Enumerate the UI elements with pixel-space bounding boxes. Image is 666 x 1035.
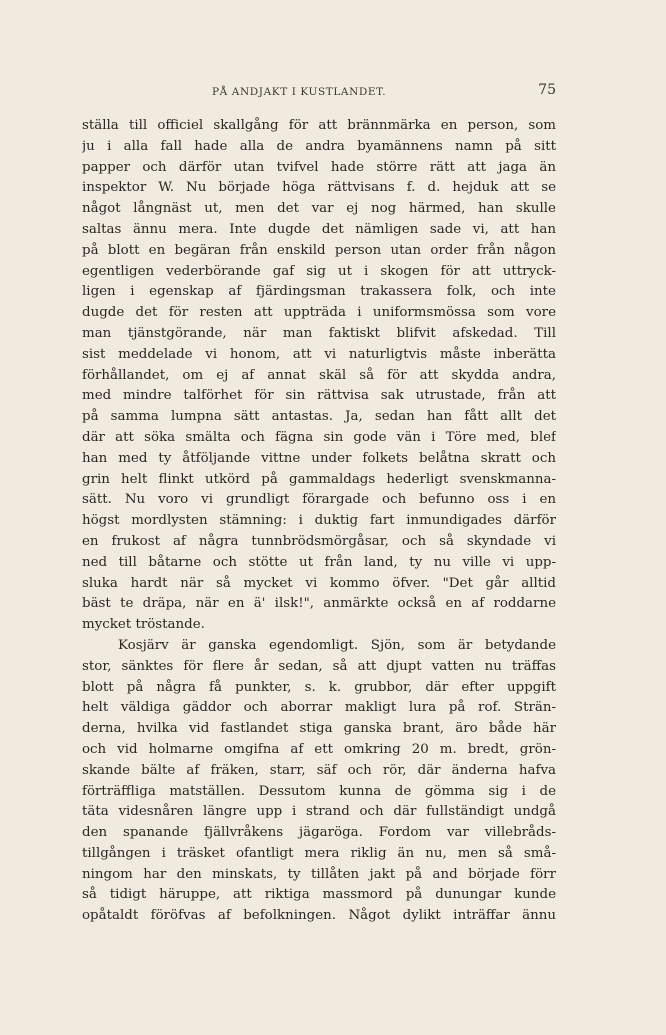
text-line: inspektor W. Nu började höga rättvisans f. d. hejduk att se xyxy=(82,180,556,196)
page-header xyxy=(82,82,556,104)
text-line: förhållandet, om ej af annat skäl så för att skydda andra, xyxy=(82,367,556,383)
text-line: ligen i egenskap af fjärdingsman trakassera folk, och inte xyxy=(82,284,556,300)
text-line: helt väldiga gäddor och aborrar makligt lura på rof. Strän- xyxy=(82,700,556,716)
text-line: med mindre talförhet för sin rättvisa sak utrustade, från att xyxy=(82,388,556,404)
text-line: saltas ännu mera. Inte dugde det nämligen sade vi, att han xyxy=(82,221,556,237)
text-line: opåtaldt föröfvas af befolkningen. Något dylikt inträffar ännu xyxy=(82,908,556,924)
text-line: en frukost af några tunnbrödsmörgåsar, och så skyndade vi xyxy=(82,533,556,549)
text-line: han med ty åtföljande vittne under folkets belåtna skratt och xyxy=(82,450,556,466)
text-line: blott på några få punkter, s. k. grubbor, där efter uppgift xyxy=(82,679,556,695)
text-line: egentligen vederbörande gaf sig ut i skogen för att uttryck- xyxy=(82,263,556,279)
text-line: och vid holmarne omgifna af ett omkring 20 m. bredt, grön- xyxy=(82,741,556,757)
text-line: så tidigt häruppe, att riktiga massmord på dunungar kunde xyxy=(82,887,556,903)
text-line: på samma lumpna sätt antastas. Ja, sedan han fått allt det xyxy=(82,409,556,425)
text-line: sluka hardt när så mycket vi kommo öfver. "Det går alltid xyxy=(82,575,556,591)
text-line: ningom har den minskats, ty tillåten jakt på and började förr xyxy=(82,866,556,882)
text-line: den spanande fjällvråkens jägaröga. Fordom var villebråds- xyxy=(82,825,556,841)
running-head: PÅ ANDJAKT I KUSTLANDET. xyxy=(212,86,387,98)
page-number: 75 xyxy=(538,82,556,98)
text-line: högst mordlysten stämning: i duktig fart inmundigades därför xyxy=(82,513,556,529)
text-line: grin helt flinkt utkörd på gammaldags hederligt svenskmanna- xyxy=(82,471,556,487)
text-line: tillgången i träsket ofantligt mera riklig än nu, men så små- xyxy=(82,845,556,861)
text-line: förträffliga matställen. Dessutom kunna de gömma sig i de xyxy=(82,783,556,799)
text-line: skande bälte af fräken, starr, säf och rör, där änderna hafva xyxy=(82,762,556,778)
text-line: Kosjärv är ganska egendomligt. Sjön, som är betydande xyxy=(118,637,556,653)
text-line: ju i alla fall hade alla de andra byamännens namn på sitt xyxy=(82,138,556,154)
text-line: ned till båtarne och stötte ut från land, ty nu ville vi upp- xyxy=(82,554,556,570)
text-line: på blott en begäran från enskild person utan order från någon xyxy=(82,242,556,258)
text-line: något långnäst ut, men det var ej nog härmed, han skulle xyxy=(82,201,556,217)
text-line: papper och därför utan tvifvel hade större rätt att jaga än xyxy=(82,159,556,175)
text-line: stor, sänktes för flere år sedan, så att djupt vatten nu träffas xyxy=(82,658,556,674)
text-line: där att söka smälta och fägna sin gode vän i Töre med, blef xyxy=(82,429,556,445)
text-line: täta videsnåren längre upp i strand och där fullständigt undgå xyxy=(82,804,556,820)
text-line: bäst te dräpa, när en ä' ilsk!", anmärkte också en af roddarne xyxy=(82,596,556,612)
text-line: dugde det för resten att uppträda i uniformsmössa som vore xyxy=(82,305,556,321)
text-line: sist meddelade vi honom, att vi naturligtvis måste inberätta xyxy=(82,346,556,362)
text-line: sätt. Nu voro vi grundligt förargade och befunno oss i en xyxy=(82,492,556,508)
text-line: ställa till officiel skallgång för att brännmärka en person, som xyxy=(82,118,556,133)
text-line: derna, hvilka vid fastlandet stiga ganska brant, äro både här xyxy=(82,721,556,737)
text-line: mycket tröstande. xyxy=(82,617,205,633)
body-text xyxy=(82,116,556,927)
text-line: man tjänstgörande, när man faktiskt blifvit afskedad. Till xyxy=(82,325,556,341)
